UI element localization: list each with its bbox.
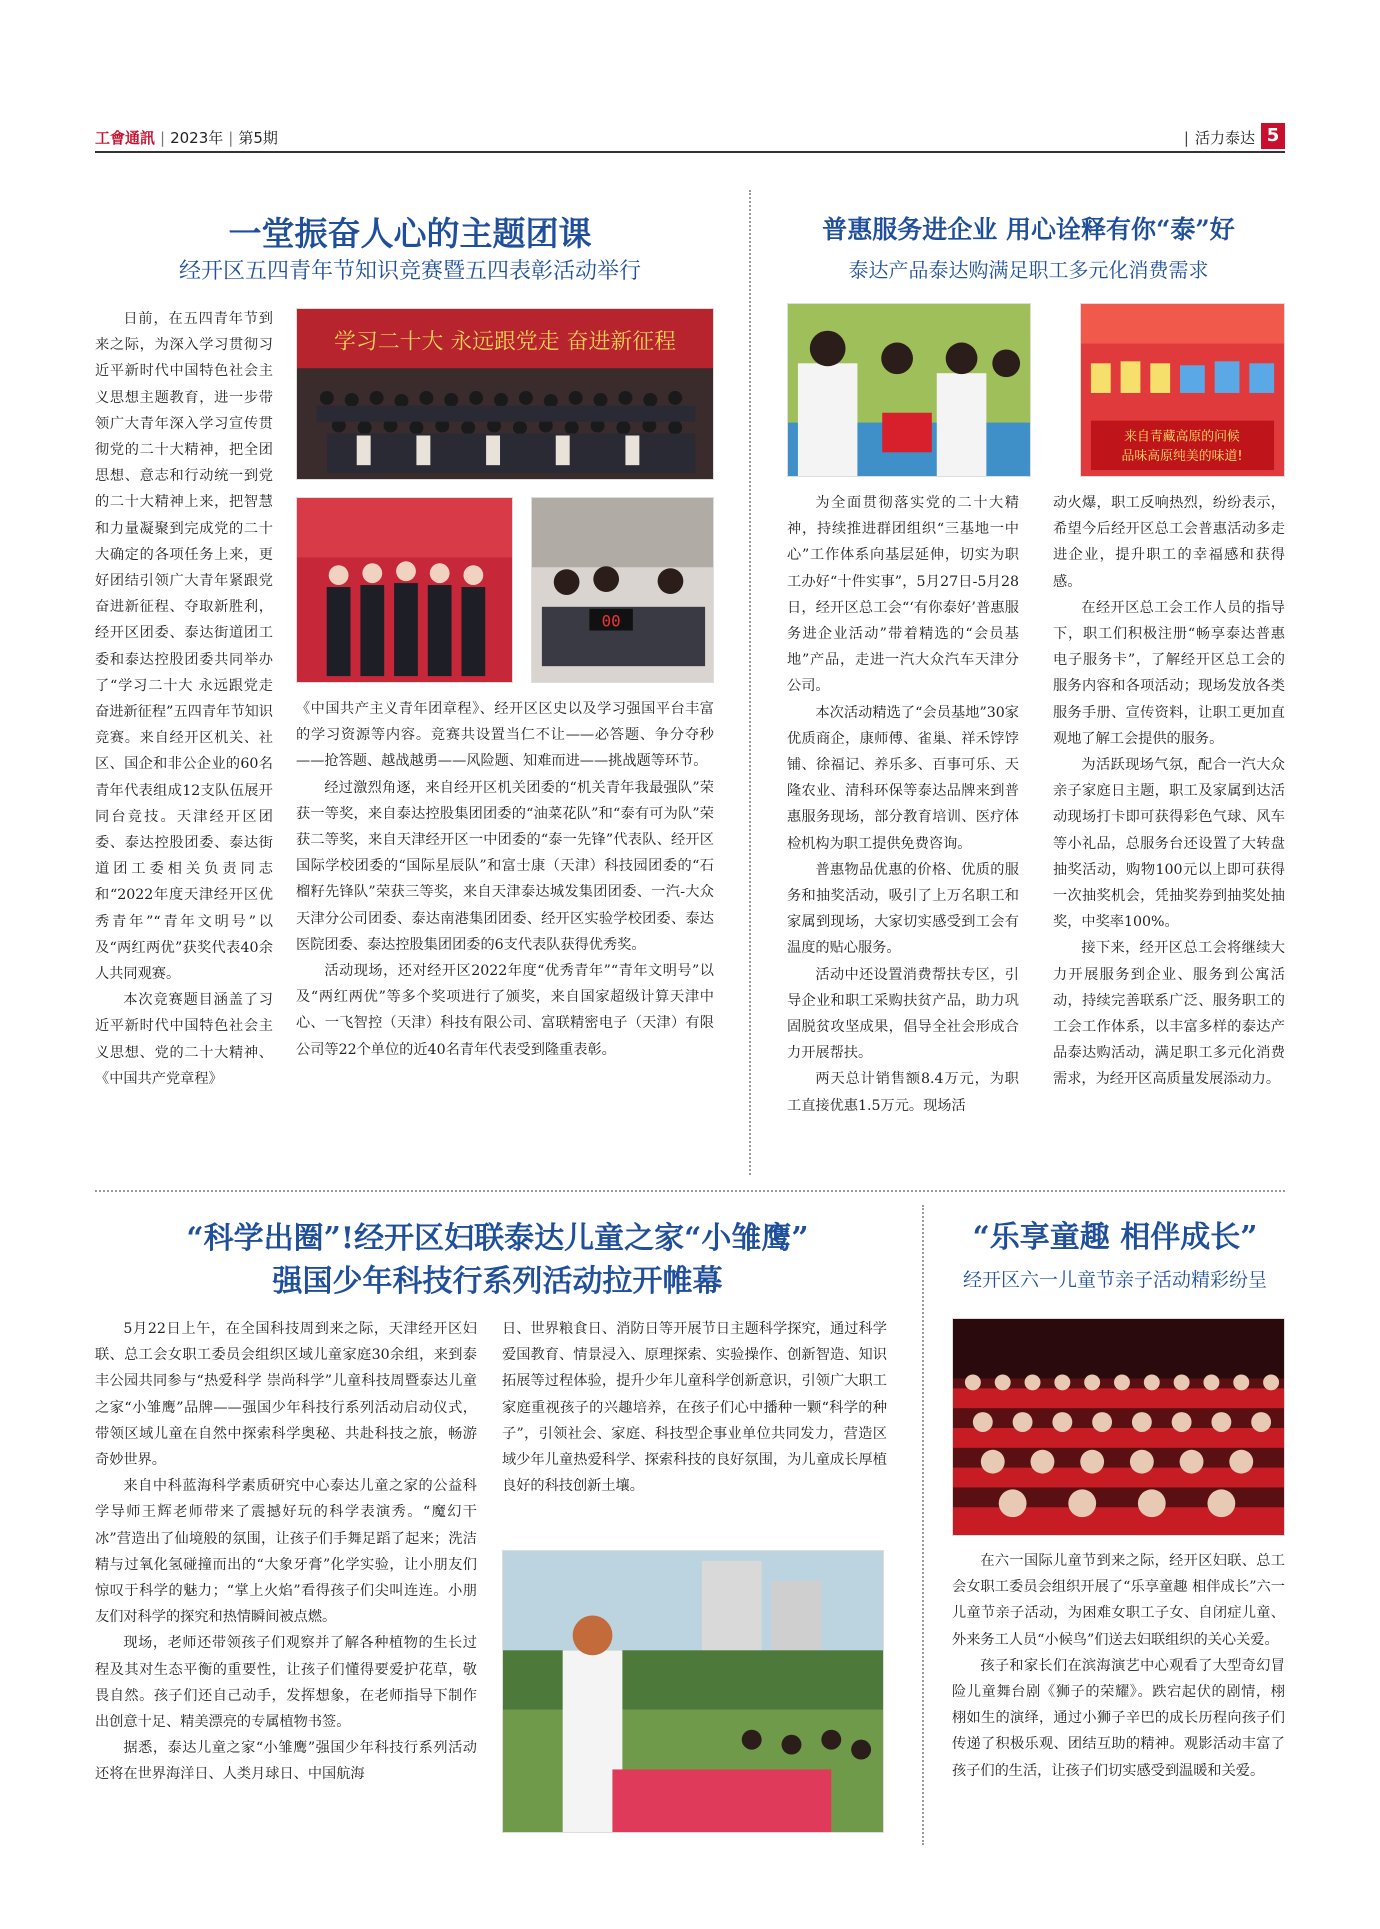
- article1-title: 一堂振奋人心的主题团课: [228, 214, 592, 253]
- article3-title-line2: 强国少年科技行系列活动拉开帷幕: [272, 1264, 723, 1299]
- article1-col2-para: 经过激烈角逐，来自经开区机关团委的“机关青年我最强队”荣获一等奖，来自泰达控股集团团委的“油菜花队”和“泰有可为队”荣获二等奖，来自天津经开区一中团委的“泰一先锋”代表队、经开区国际学校团委的“国际星辰队”和富士康（天津）科技园团委的“石榴籽先锋队”荣获三等奖，来自天津泰达城发集团团委、一汽-大众天津分公司团委、泰达南港集团团委、经开区实验学校团委、泰达医院团委、泰达控股集团团委的6支代表队获得优秀奖。: [296, 779, 714, 953]
- article2-col2-para: 接下来，经开区总工会将继续大力开展服务到企业、服务到公寓活动，持续完善联系广泛、服务职工的工会工作体系，以丰富多样的泰达产品泰达购活动，满足职工多元化消费需求，为经开区高质量发展添动力。: [1053, 940, 1285, 1088]
- article4-body: [952, 1548, 1285, 1848]
- article3-col1-para: 来自中科蓝海科学素质研究中心泰达儿童之家的公益科学导师王辉老师带来了震撼好玩的科学表演秀。“魔幻干冰”营造出了仙境般的氛围，让孩子们手舞足蹈了起来；洗洁精与过氧化氢碰撞而出的“大象牙膏”化学实验，让小朋友们惊叹于科学的魅力；“掌上火焰”看得孩子们尖叫连连。小朋友们对科学的探究和热情瞬间被点燃。: [95, 1478, 477, 1626]
- article2-subtitle: 泰达产品泰达购满足职工多元化消费需求: [848, 258, 1209, 282]
- photo-shopping-crowd: [787, 303, 1031, 477]
- photo-counter: 00: [601, 611, 621, 631]
- article1-column1: [95, 306, 273, 1176]
- article1-column2: [296, 696, 714, 1176]
- photo-theater-audience: [952, 1318, 1285, 1536]
- masthead: 工會通訊 | 2023年 | 第5期: [95, 129, 278, 147]
- masthead-title: 工會通訊: [95, 129, 156, 147]
- photo-science-show: [502, 1550, 884, 1833]
- section-label: | 活力泰达: [1183, 129, 1255, 147]
- article1-col2-para: 活动现场，还对经开区2022年度“优秀青年”“青年文明号”以及“两红两优”等多个奖项进行了颁奖，来自国家超级计算天津中心、一飞智控（天津）科技有限公司、富联精密电子（天津）有限公司等22个单位的近40名青年代表受到隆重表彰。: [296, 963, 714, 1058]
- article3-column2: [502, 1316, 887, 1552]
- article1-col1-para: 本次竞赛题目涵盖了习近平新时代中国特色社会主义思想、党的二十大精神、《中国共产党章程》: [95, 992, 273, 1087]
- article4-subtitle: 经开区六一儿童节亲子活动精彩纷呈: [962, 1269, 1267, 1291]
- article3-col1-para: 据悉，泰达儿童之家“小雏鹰”强国少年科技行系列活动还将在世界海洋日、人类月球日、中国航海: [95, 1740, 477, 1783]
- article4-para: 孩子和家长们在滨海演艺中心观看了大型奇幻冒险儿童舞台剧《狮子的荣耀》。跌宕起伏的剧情，栩栩如生的演绎，通过小狮子辛巴的成长历程向孩子们传递了积极乐观、团结互助的精神。观影活动丰富了孩子们的生活，让孩子们切实感受到温暖和关爱。: [952, 1657, 1285, 1779]
- article3-col1-para: 现场，老师还带领孩子们观察并了解各种植物的生长过程及其对生态平衡的重要性，让孩子们懂得要爱护花草，敬畏自然。孩子们还自己动手，发挥想象，在老师指导下制作出创意十足、精美漂亮的专属植物书签。: [95, 1635, 477, 1731]
- article3-col1-para: 5月22日上午，在全国科技周到来之际，天津经开区妇联、总工会女职工委员会组织区域儿童家庭30余组，来到泰丰公园共同参与“热爱科学 崇尚科学”儿童科技周暨泰达儿童之家“小雏鹰”品牌——强国少年科技行系列活动启动仪式，带领区域儿童在自然中探索科学奥秘、共赴科技之旅，畅游奇妙世界。: [95, 1321, 477, 1469]
- article3-column1: [95, 1316, 477, 1846]
- photo-quiz-contestants: [531, 497, 714, 683]
- article1-col1-para: 日前，在五四青年节到来之际，为深入学习贯彻习近平新时代中国特色社会主义思想主题教育，进一步带领广大青年深入学习宣传贯彻党的二十大精神，把全团思想、意志和行动统一到党的二十大精神上来，把智慧和力量凝聚到完成党的二十大确定的各项任务上来，更好团结引领广大青年紧跟党奋进新征程、夺取新胜利，经开区团委、泰达街道团工委和泰达控股团委共同举办了“学习二十大 永远跟党走 奋进新征程”五四青年节知识竞赛。来自经开区机关、社区、国企和非公企业的60名青年代表组成12支队伍展开同台竞技。天津经开区团委、泰达控股团委、泰达街道团工委相关负责同志和“2022年度天津经开区优秀青年”“青年文明号”以及“两红两优”获奖代表40余人共同观赛。: [95, 311, 273, 983]
- photo-sign-line2: 品味高原纯美的味道!: [1121, 449, 1243, 465]
- page-header: [95, 125, 1285, 153]
- article2-title: 普惠服务进企业 用心诠释有你“泰”好: [822, 215, 1235, 244]
- article1-subtitle: 经开区五四青年节知识竞赛暨五四表彰活动举行: [178, 259, 641, 284]
- article2-col1-para: 两天总计销售额8.4万元，为职工直接优惠1.5万元。现场活: [787, 1071, 1019, 1114]
- section-divider: [95, 1190, 1285, 1192]
- photo-group-award: [296, 308, 714, 480]
- article2-col2-para: 为活跃现场气氛，配合一汽大众亲子家庭日主题，职工及家属到达活动现场打卡即可获得彩色气球、风车等小礼品，总服务台还设置了大转盘抽奖活动，购物100元以上即可获得一次抽奖机会，凭抽奖券到抽奖处抽奖，中奖率100%。: [1053, 757, 1285, 931]
- article3-title-line1: “科学出圈”!经开区妇联泰达儿童之家“小雏鹰”: [186, 1221, 809, 1256]
- photo-product-stall: [1080, 303, 1285, 477]
- issue-number: 第5期: [238, 129, 278, 147]
- article2-col1-para: 活动中还设置消费帮扶专区，引导企业和职工采购扶贫产品，助力巩固脱贫攻坚成果，倡导全社会形成合力开展帮扶。: [787, 966, 1019, 1062]
- article2-col1-para: 为全面贯彻落实党的二十大精神，持续推进群团组织“三基地一中心”工作体系向基层延伸，切实为职工办好“十件实事”，5月27日-5月28日，经开区总工会“‘有你泰好’普惠服务进企业活动”带着精选的“会员基地”产品，走进一汽大众汽车天津分公司。: [787, 495, 1019, 695]
- photo-sign-line1: 来自青藏高原的问候: [1124, 429, 1240, 445]
- issue-year: 2023年: [170, 129, 224, 147]
- column-divider-top: [749, 190, 751, 1175]
- article2-col1-para: 普惠物品优惠的价格、优质的服务和抽奖活动，吸引了上万名职工和家属到现场，大家切实感受到工会有温度的贴心服务。: [787, 861, 1019, 957]
- article2-col2-para: 在经开区总工会工作人员的指导下，职工们积极注册“畅享泰达普惠电子服务卡”，了解经开区总工会的服务内容和各项活动；现场发放各类服务手册、宣传资料，让职工更加直观地了解工会提供的服务。: [1053, 599, 1285, 747]
- photo-award-winners: [296, 497, 513, 683]
- article3-col2-para: 日、世界粮食日、消防日等开展节日主题科学探究，通过科学爱国教育、情景浸入、原理探索、实验操作、创新智造、知识拓展等过程体验，提升少年儿童科学创新意识，引领广大职工家庭重视孩子的兴趣培养，在孩子们心中播种一颗“科学的种子”，引领社会、家庭、科技型企事业单位共同发力，营造区域少年儿童热爱科学、探索科技的良好氛围，为儿童成长厚植良好的科技创新土壤。: [502, 1321, 887, 1495]
- column-divider-bottom: [922, 1205, 924, 1845]
- article2-column2: [1053, 490, 1285, 1178]
- page-number: 5: [1261, 123, 1285, 149]
- article2-col2-para: 动火爆，职工反响热烈，纷纷表示，希望今后经开区总工会普惠活动多走进企业，提升职工的幸福感和获得感。: [1053, 495, 1285, 590]
- photo-banner-text: 学习二十大 永远跟党走 奋进新征程: [334, 329, 676, 355]
- article4-para: 在六一国际儿童节到来之际，经开区妇联、总工会女职工委员会组织开展了“乐享童趣 相伴成长”六一儿童节亲子活动，为困难女职工子女、自闭症儿童、外来务工人员“小候鸟”们送去妇联组织的关心关爱。: [952, 1553, 1285, 1648]
- article4-title: “乐享童趣 相伴成长”: [972, 1220, 1258, 1255]
- article1-col2-para: 《中国共产主义青年团章程》、经开区区史以及学习强国平台丰富的学习资源等内容。竞赛共设置当仁不让——必答题、争分夺秒——抢答题、越战越勇——风险题、知难而进——挑战题等环节。: [296, 701, 714, 770]
- article2-col1-para: 本次活动精选了“会员基地”30家优质商企，康师傅、雀巢、祥禾饽饽铺、徐福记、养乐多、百事可乐、天隆农业、清科环保等泰达品牌来到普惠服务现场，部分教育培训、医疗体检机构为职工提供免费咨询。: [787, 704, 1019, 852]
- article2-column1: [787, 490, 1019, 1178]
